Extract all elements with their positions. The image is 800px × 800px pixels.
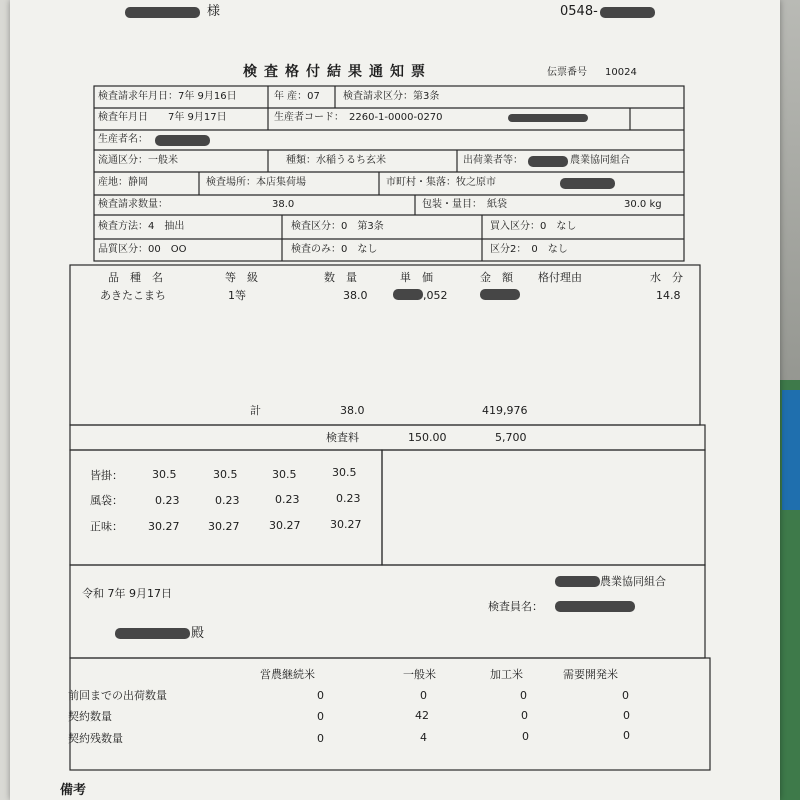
slip-number: 10024	[605, 67, 637, 78]
request-qty-value: 38.0	[272, 199, 295, 210]
request-class: 検査請求区分：第3条	[343, 91, 440, 102]
header-variety: 品 種 名	[108, 271, 163, 284]
ship-contract-4: 0	[623, 709, 630, 722]
ship-header-demand: 需要開発米	[563, 668, 618, 681]
net-3: 30.27	[269, 519, 301, 532]
phone-prefix: 0548-	[560, 4, 598, 19]
gross-label: 皆掛：	[90, 469, 123, 482]
slip-label: 伝票番号	[547, 67, 587, 78]
header-unit-price: 単 価	[400, 271, 433, 284]
redacted-village	[560, 178, 615, 189]
row-unit-price: ,052	[423, 289, 448, 302]
ship-header-processing: 加工米	[490, 668, 523, 681]
rice-kind: 種類：水稲うるち玄米	[286, 155, 386, 166]
tare-label: 風袋：	[90, 494, 123, 507]
inspect-only: 検査のみ：0 なし	[291, 244, 378, 255]
net-1: 30.27	[148, 520, 180, 533]
redacted-coop	[555, 576, 600, 587]
row-qty: 38.0	[343, 289, 368, 302]
redacted-recipient	[125, 7, 200, 18]
gross-3: 30.5	[272, 468, 297, 481]
request-date: 検査請求年月日：7年 9月16日	[98, 91, 237, 102]
ship-contract-1: 0	[317, 710, 324, 723]
producer-code: 生産者コード： 2260-1-0000-0270	[274, 112, 443, 123]
total-qty: 38.0	[340, 404, 365, 417]
package-weight: 30.0 kg	[624, 199, 662, 210]
shipper-name: 農業協同組合	[570, 155, 630, 166]
crop-year: 年 産：07	[274, 91, 320, 102]
inspection-place: 検査場所：本店集荷場	[206, 177, 306, 188]
header-amount: 金 額	[480, 271, 513, 284]
tare-1: 0.23	[155, 494, 180, 507]
redacted-shipper	[528, 156, 568, 167]
ship-header-general: 一般米	[403, 668, 436, 681]
recipient-suffix: 様	[207, 4, 221, 19]
header-grade: 等 級	[225, 271, 258, 284]
ship-remaining-3: 0	[522, 730, 529, 743]
addressee-suffix: 殿	[191, 626, 205, 641]
redacted-unit-price	[393, 289, 423, 300]
ship-row-previous-label: 前回までの出荷数量	[68, 689, 167, 702]
redacted-producer	[155, 135, 210, 146]
total-label: 計	[250, 404, 261, 417]
gross-2: 30.5	[213, 468, 238, 481]
ship-remaining-4: 0	[623, 729, 630, 742]
ship-header-continuing: 営農継続米	[260, 668, 315, 681]
net-4: 30.27	[330, 518, 362, 531]
document-paper	[10, 0, 780, 800]
row-moisture: 14.8	[656, 289, 681, 302]
purchase-class: 買入区分：0 なし	[490, 221, 577, 232]
ship-remaining-2: 4	[420, 731, 427, 744]
redacted-code	[508, 114, 588, 122]
tare-4: 0.23	[336, 492, 361, 505]
row-grade: 1等	[228, 289, 246, 302]
producer-name: 生産者名：	[98, 134, 148, 145]
inspection-class: 検査区分：0 第3条	[291, 221, 384, 232]
gross-4: 30.5	[332, 466, 357, 479]
total-amount: 419,976	[482, 404, 528, 417]
inspection-date: 検査年月日 7年 9月17日	[98, 112, 227, 123]
origin: 産地：静岡	[98, 177, 148, 188]
redacted-amount	[480, 289, 520, 300]
header-moisture: 水 分	[650, 271, 683, 284]
redacted-phone	[600, 7, 655, 18]
tare-3: 0.23	[275, 493, 300, 506]
header-qty: 数 量	[324, 271, 357, 284]
ship-prev-2: 0	[420, 689, 427, 702]
redacted-inspector	[555, 601, 635, 612]
row-variety: あきたこまち	[100, 289, 166, 302]
fee-label: 検査料	[326, 431, 359, 444]
tare-2: 0.23	[215, 494, 240, 507]
coop-name: 農業協同組合	[600, 575, 666, 588]
document-title: 検査格付結果通知票	[243, 64, 432, 80]
quality-class: 品質区分：00 OO	[98, 244, 187, 255]
fee-amount: 5,700	[495, 431, 527, 444]
gross-1: 30.5	[152, 468, 177, 481]
request-qty-label: 検査請求数量：	[98, 199, 168, 210]
ship-contract-2: 42	[415, 709, 429, 722]
ship-remaining-1: 0	[317, 732, 324, 745]
package-type: 包装・量目： 紙袋	[422, 199, 507, 210]
header-reason: 格付理由	[538, 271, 582, 284]
net-label: 正味：	[90, 520, 123, 533]
background-blue-object	[782, 390, 800, 510]
ship-prev-1: 0	[317, 689, 324, 702]
ship-row-remaining-label: 契約残数量	[68, 732, 123, 745]
ship-prev-4: 0	[622, 689, 629, 702]
issue-date: 令和 7年 9月17日	[82, 587, 172, 600]
city: 市町村・集落：牧之原市	[386, 177, 496, 188]
ship-contract-3: 0	[521, 709, 528, 722]
redacted-addressee	[115, 628, 190, 639]
shipper-label: 出荷業者等：	[463, 155, 523, 166]
ship-prev-3: 0	[520, 689, 527, 702]
inspection-method: 検査方法：4 抽出	[98, 221, 185, 232]
fee-rate: 150.00	[408, 431, 447, 444]
distribution-class: 流通区分：一般米	[98, 155, 178, 166]
inspector-label: 検査員名：	[488, 600, 543, 613]
remarks-label: 備考	[60, 783, 87, 798]
class2: 区分2： 0 なし	[490, 244, 568, 255]
net-2: 30.27	[208, 520, 240, 533]
ship-row-contract-label: 契約数量	[68, 710, 112, 723]
